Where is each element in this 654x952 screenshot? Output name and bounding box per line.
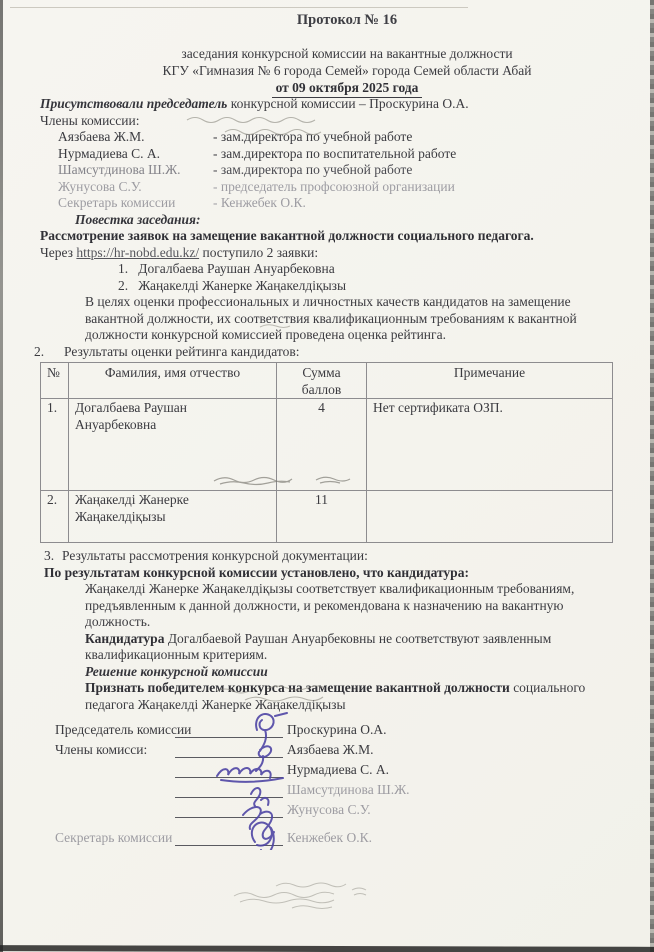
signature-label: Секретарь комиссии	[55, 830, 173, 845]
table-row	[41, 491, 613, 543]
scan-edge-bottom	[0, 945, 654, 952]
scan-edge-top	[10, 7, 468, 8]
signature-line	[175, 722, 283, 738]
table-row	[41, 399, 613, 491]
signature-row	[55, 782, 410, 802]
document-title: Протокол № 16	[296, 12, 398, 28]
signature-row	[55, 762, 390, 782]
signature-line	[175, 782, 283, 798]
header-score: Сумма баллов	[277, 363, 367, 399]
finding-paragraph-2	[85, 631, 600, 664]
member-row	[58, 129, 612, 146]
member-role: - зам.директора по учебной работе	[213, 129, 413, 144]
signature-line	[175, 742, 283, 758]
present-lead: Присутствовали председатель	[40, 96, 228, 111]
cell-name: Догалбаева Раушан Ануарбековна	[69, 399, 277, 491]
table-header-row	[41, 363, 613, 399]
signature-row	[55, 830, 372, 850]
member-name: Жунусова С.У.	[58, 178, 142, 194]
applicant-number: 2.	[118, 277, 129, 293]
decision-bold: Признать победителем конкурса на замещение вакантной должности	[85, 680, 510, 695]
member-row	[58, 146, 612, 163]
rating-heading: Результаты оценки рейтинга кандидатов:	[64, 343, 300, 359]
document-body	[34, 96, 612, 713]
present-rest: конкурсной комиссии – Проскурина О.А.	[227, 96, 469, 111]
members-list	[58, 129, 612, 212]
signature-name: Шамсутдинова Ш.Ж.	[287, 782, 410, 797]
rating-heading-row	[34, 344, 612, 361]
document-header	[60, 12, 634, 98]
results-heading: Результаты рассмотрения конкурсной документации:	[62, 548, 368, 563]
member-name: Нурмадиева С. А.	[58, 145, 161, 161]
member-row	[58, 162, 612, 179]
section-number: 2.	[34, 343, 45, 359]
document-subtitle-2: КГУ «Гимназия № 6 города Семей» города Семей области Абай	[162, 62, 532, 78]
signature-name: Аязбаева Ж.М.	[287, 742, 374, 757]
para2-rest: Догалбаевой Раушан Ануарбековны не соответствуют заявленным квалификационным критериям.	[85, 630, 552, 662]
scan-edge-left	[0, 0, 3, 952]
document-link: https://hr-nobd.edu.kz/	[76, 244, 200, 260]
cell-score: 4	[277, 399, 367, 491]
cell-num: 2.	[41, 491, 69, 543]
member-name: Аязбаева Ж.М.	[58, 129, 145, 144]
decision-paragraph	[85, 680, 600, 713]
signature-label: Члены комисси:	[55, 742, 148, 757]
applicant-name: Догалбаева Раушан Ануарбековна	[138, 261, 335, 276]
members-label: Члены комиссии:	[40, 112, 140, 128]
member-name: Секретарь комиссии	[58, 195, 176, 210]
rating-table	[40, 362, 613, 543]
header-num: №	[41, 363, 69, 399]
member-row	[58, 179, 612, 196]
applicant-name: Жаңакелді Жанерке Жаңакелдіқызы	[138, 277, 347, 293]
signature-name: Нурмадиева С. А.	[287, 762, 390, 777]
signature-row	[55, 802, 371, 822]
agenda-heading: Повестка заседания:	[75, 211, 201, 227]
decision-rest: социального педагога Жаңакелді Жанерке Жаңакелдіқызы	[85, 680, 586, 712]
pencil-scribble	[232, 878, 377, 914]
header-name: Фамилия, имя отчество	[69, 363, 277, 399]
agenda-item: Рассмотрение заявок на замещение вакантной должности социального педагога.	[40, 228, 534, 243]
member-role: - Кенжебек О.К.	[213, 195, 306, 210]
cell-note	[367, 491, 613, 543]
signature-line	[175, 762, 283, 778]
document-subtitle-1: заседания конкурсной комиссии на вакантные должности	[181, 45, 513, 61]
signature-line	[175, 830, 283, 846]
signature-row	[55, 742, 374, 762]
signature-row	[55, 722, 387, 742]
signature-label: Председатель комиссии	[55, 722, 192, 737]
member-role: - председатель профсоюзной организации	[213, 178, 455, 194]
decision-heading: Решение конкурсной комиссии	[85, 663, 268, 679]
signature-name: Жунусова С.У.	[287, 802, 371, 817]
signature-name: Проскурина О.А.	[287, 722, 387, 737]
document-date: от 09 октября 2025 года	[272, 79, 423, 98]
member-role: - зам.директора по воспитательной работе	[213, 145, 457, 161]
cell-num: 1.	[41, 399, 69, 491]
cell-score: 11	[277, 491, 367, 543]
member-role: - зам.директора по учебной работе	[213, 162, 413, 177]
para2-lead: Кандидатура	[85, 630, 165, 646]
present-line	[40, 96, 612, 113]
finding-paragraph-1: Жаңакелді Жанерке Жаңакелдіқызы соответствует квалификационным требованиям, предъявленным к данной должности, и рекомендована к назначению на вакантную должность.	[85, 581, 575, 629]
cell-name: Жаңакелді Жанерке Жаңакелдіқызы	[69, 491, 277, 543]
via-suffix: поступило 2 заявки:	[199, 244, 319, 260]
member-name: Шамсутдинова Ш.Ж.	[58, 162, 181, 177]
via-prefix: Через	[40, 244, 77, 260]
section-number: 3.	[44, 548, 55, 563]
applicant-item	[118, 261, 612, 278]
results-section	[40, 548, 612, 713]
signature-name: Кенжебек О.К.	[287, 830, 372, 845]
purpose-paragraph: В целях оценки профессиональных и личностных качеств кандидатов на замещение вакантной должности, их соответствия квалификационным требованиям к вакантной должности конкурсной комиссией проведена оценка рейтинга.	[85, 294, 577, 342]
applicant-item	[118, 278, 612, 295]
finding-line: По результатам конкурсной комиссии установлено, что кандидатура:	[44, 564, 469, 580]
applicants-list	[118, 261, 612, 294]
applicant-number: 1.	[118, 261, 129, 276]
member-row	[58, 195, 612, 212]
cell-note: Нет сертификата ОЗП.	[367, 399, 613, 491]
applications-line	[40, 245, 612, 262]
scan-edge-right	[650, 0, 654, 952]
header-note: Примечание	[367, 363, 613, 399]
signature-line	[175, 802, 283, 818]
